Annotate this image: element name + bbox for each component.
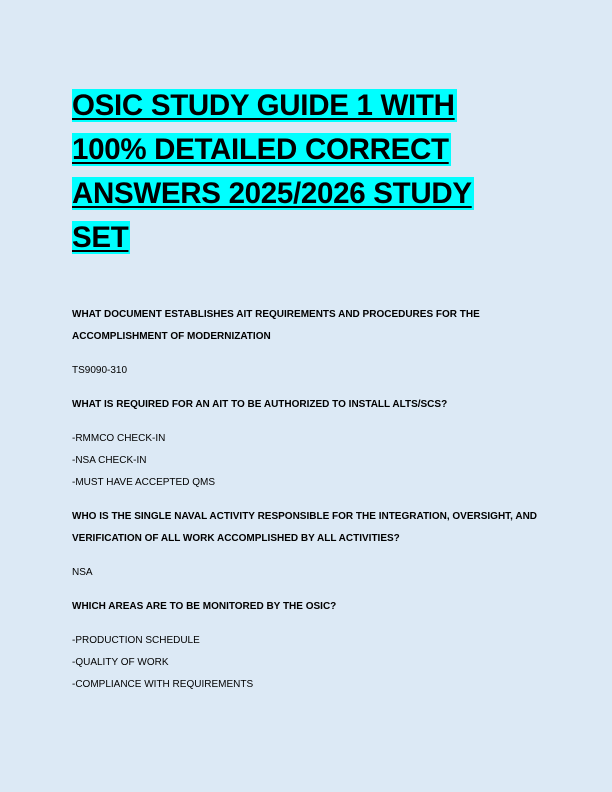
question-text: WHO IS THE SINGLE NAVAL ACTIVITY RESPONSIBLE FOR THE INTEGRATION, OVERSIGHT, AND VERIFICATION OF ALL WORK ACCOMPLISHED BY ALL ACTIVITIES? xyxy=(72,511,538,544)
question-text: WHICH AREAS ARE TO BE MONITORED BY THE OSIC? xyxy=(72,601,337,612)
title-line: OSIC STUDY GUIDE 1 WITH xyxy=(72,89,455,122)
answer-text: -QUALITY OF WORK xyxy=(72,657,169,668)
document-title xyxy=(72,84,542,260)
title-line: 100% DETAILED CORRECT xyxy=(72,133,449,166)
answer-block xyxy=(72,630,542,696)
question-text: WHAT IS REQUIRED FOR AN AIT TO BE AUTHORIZED TO INSTALL ALTS/SCS? xyxy=(72,399,448,410)
answer-text: -COMPLIANCE WITH REQUIREMENTS xyxy=(72,679,254,690)
answer-text: -RMMCO CHECK-IN xyxy=(72,433,166,444)
answer-text: -NSA CHECK-IN xyxy=(72,455,147,466)
answer-text: TS9090-310 xyxy=(72,365,128,376)
question-text: WHAT DOCUMENT ESTABLISHES AIT REQUIREMENTS AND PROCEDURES FOR THE ACCOMPLISHMENT OF MODERNIZATION xyxy=(72,309,480,342)
answer-block xyxy=(72,360,542,382)
title-line: SET xyxy=(72,221,129,254)
answer-block xyxy=(72,428,542,494)
answer-text: -MUST HAVE ACCEPTED QMS xyxy=(72,477,215,488)
answer-text: -PRODUCTION SCHEDULE xyxy=(72,635,200,646)
title-line: ANSWERS 2025/2026 STUDY xyxy=(72,177,472,210)
qa-list xyxy=(72,304,542,696)
answer-text: NSA xyxy=(72,567,93,578)
document-page xyxy=(72,84,542,708)
answer-block xyxy=(72,562,542,584)
